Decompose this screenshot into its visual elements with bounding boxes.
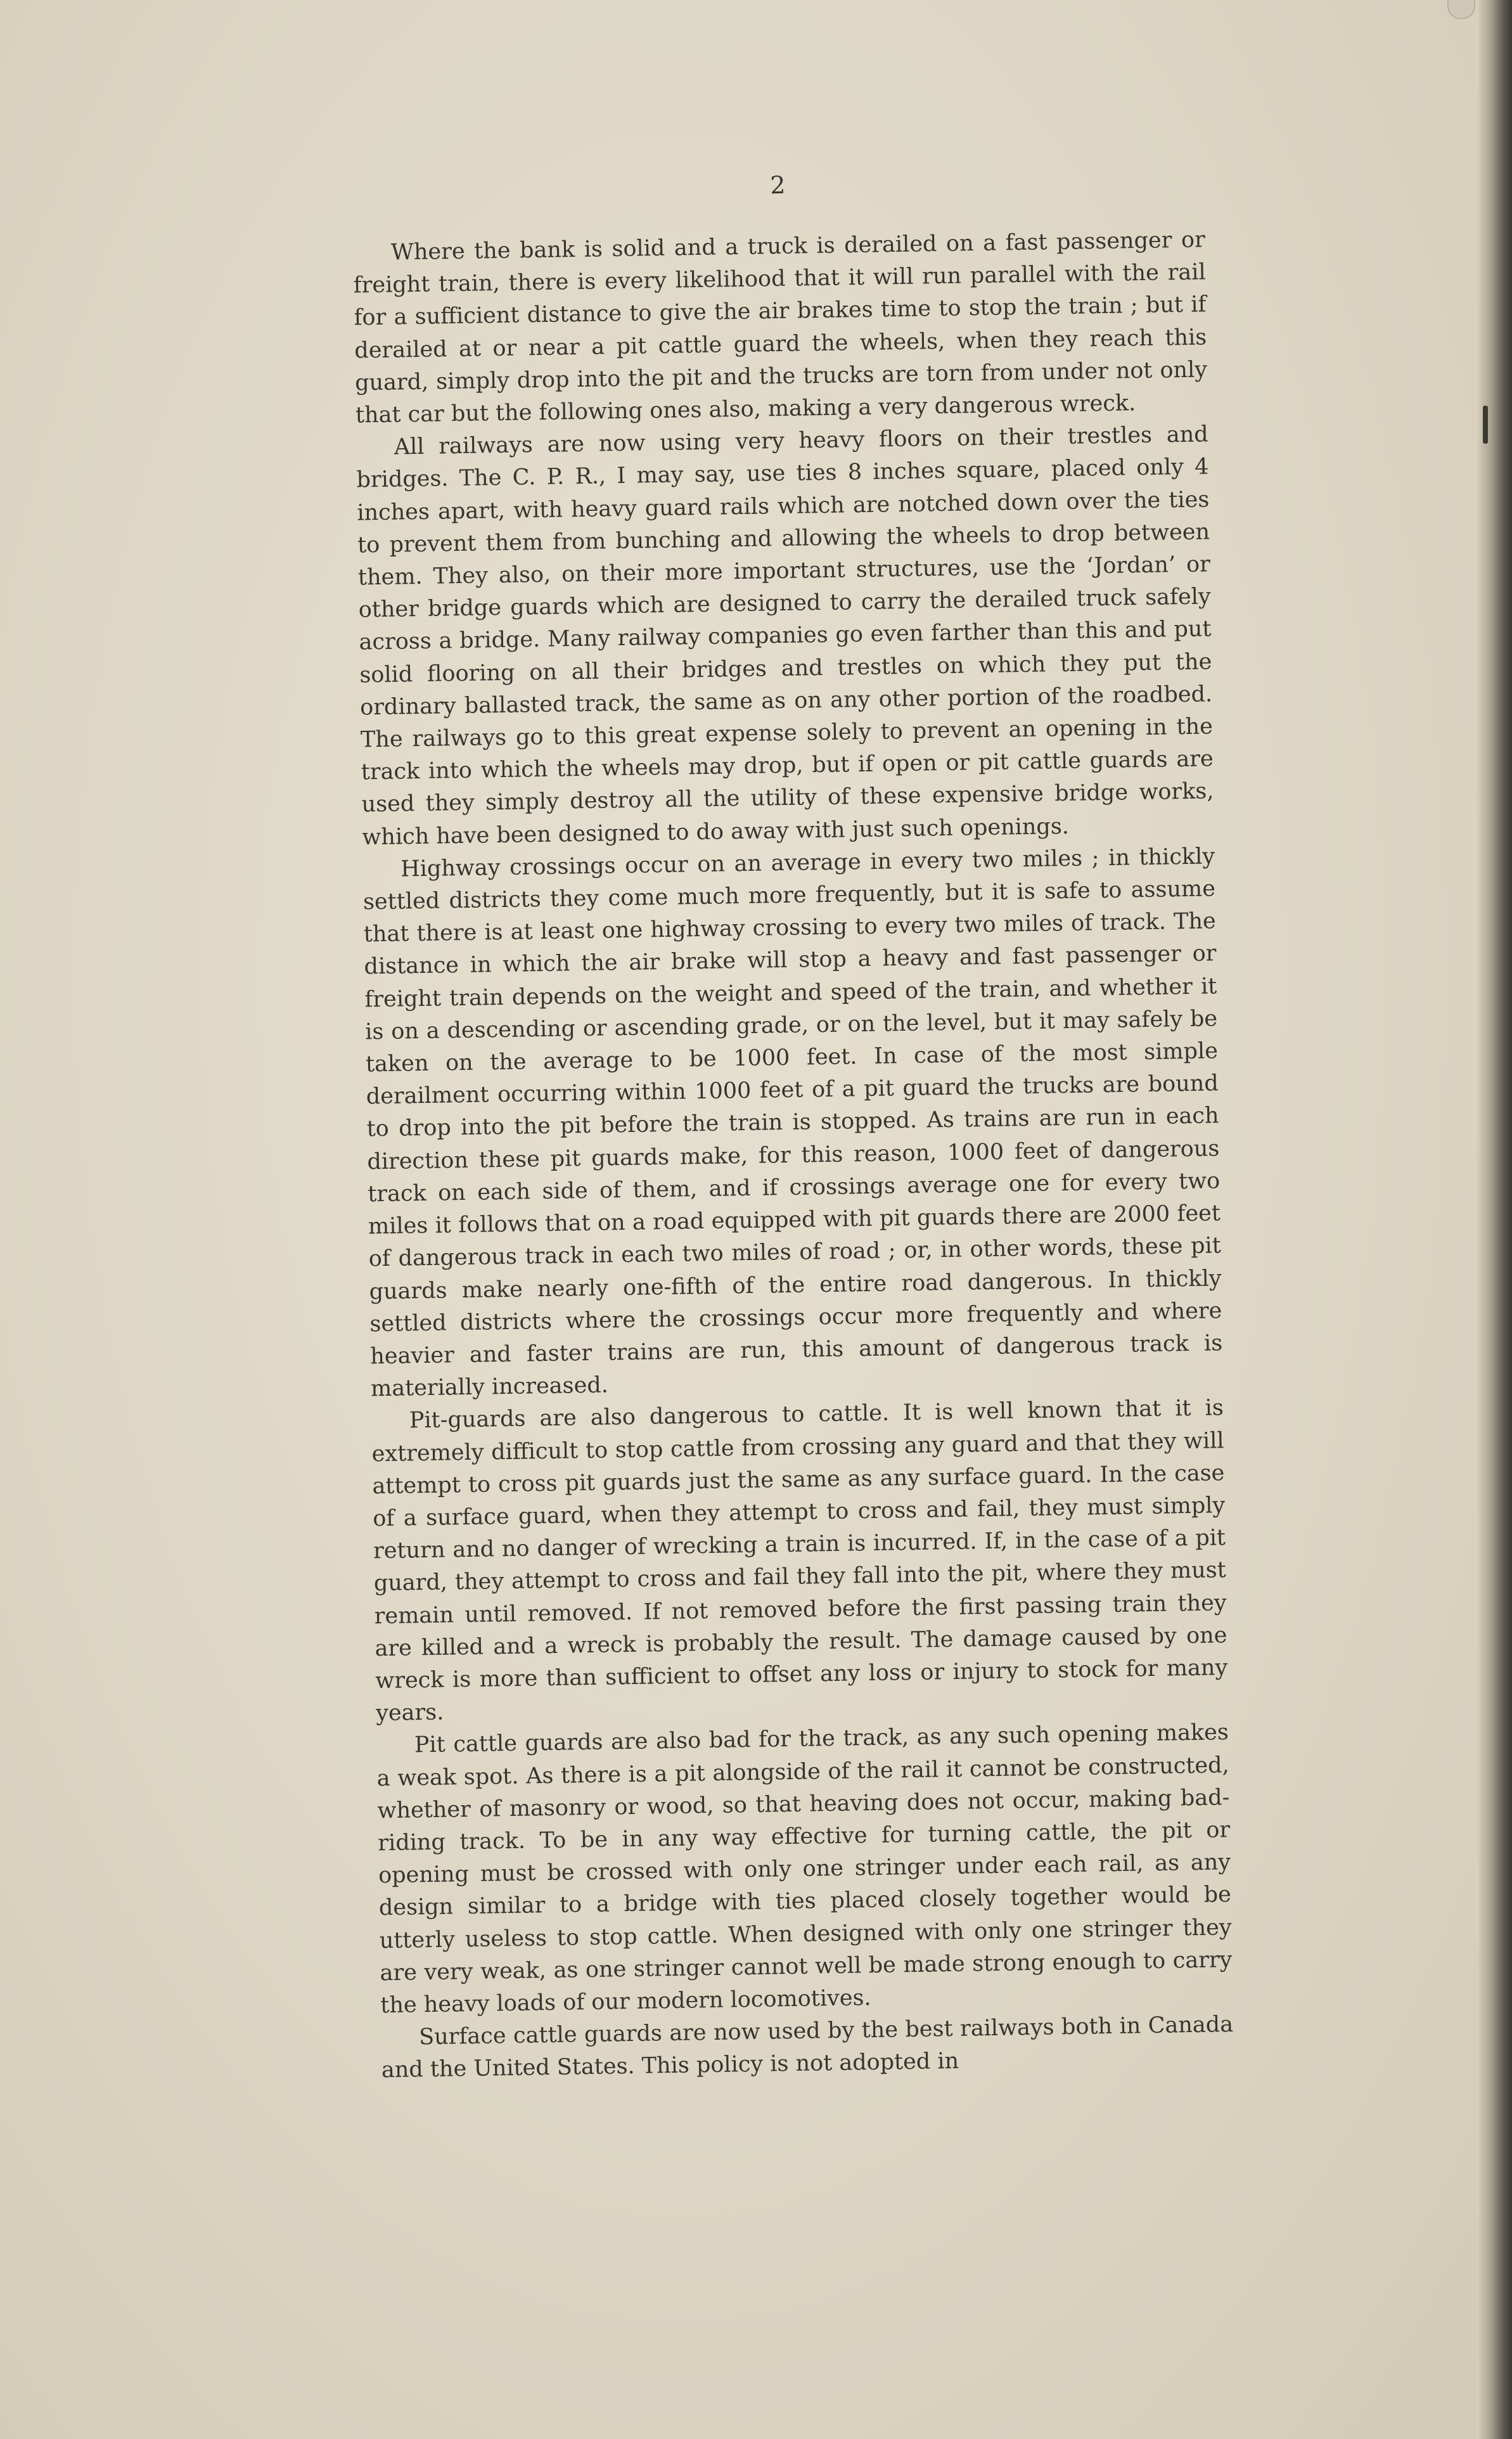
paragraph-derailment: Where the bank is solid and a truck is derailed on a fast passenger or freight train, there is every likelihood that it will run parallel with the rail for a sufficient distance to give the air brakes time to stop the train ; but if derailed at or near a pit cattle guard the wheels, when they reach this guard, simply drop into the pit and the trucks are torn from under not only that car but the following ones also, making a very dangerous wreck. (353, 227, 1208, 428)
paragraph-highway-crossings: Highway crossings occur on an average in every two miles ; in thickly settled districts they come much more frequently, but it is safe to assume that there is at least one highway crossing to every two miles of track. The distance in which the air brake will stop a heavy and fast passenger or freight train depends on the weight and speed of the train, and whether it is on a descending or ascending grade, or on the level, but it may safely be taken on the average to be 1000 feet. In case of the most simple derailment occurring within 1000 feet of a pit guard the trucks are bound to drop into the pit before the train is stopped. As trains are run in each direction these pit guards make, for this reason, 1000 feet of dangerous track on each side of them, and if crossings average one for every two miles it follows that on a road equipped with pit guards there are 2000 feet of dangerous track in each two miles of road ; or, in other words, these pit guards make nearly one-fifth of the entire road dangerous. In thickly settled districts where the crossings occur more frequently and where heavier and faster trains are run, this amount of dangerous track is materially increased. (362, 844, 1223, 1402)
page-number: 2 (769, 171, 786, 200)
paragraph-bridges: All railways are now using very heavy floors on their trestles and bridges. The C. P. R., I may say, use ties 8 inches square, placed only 4 inches apart, with heavy guard rails which are notched down over the ties to prevent them from bunching and allowing the wheels to drop between them. They also, on their more important structures, use the ‘Jordan’ or other bridge guards which are designed to carry the derailed truck safely across a bridge. Many railway companies go even farther than this and put solid flooring on all their bridges and trestles on which they put the ordinary ballasted track, the same as on any other portion of the roadbed. The railways go to this great expense solely to prevent an opening in the track into which the wheels may drop, but if open or pit cattle guards are used they simply destroy all the utility of these expensive bridge works, which have been designed to do away with just such openings. (356, 422, 1214, 851)
paragraph-cattle-danger: Pit-guards are also dangerous to cattle. It is well known that it is extremely difficult to stop cattle from crossing any guard and that they will attempt to cross pit guards just the same as any surface guard. In the case of a surface guard, when they attempt to cross and fail, they must simply return and no danger of wrecking a train is incurred. If, in the case of a pit guard, they attempt to cross and fail they fall into the pit, where they must remain until removed. If not removed before the first passing train they are killed and a wreck is probably the result. The damage caused by one wreck is more than sufficient to offset any loss or injury to stock for many years. (371, 1395, 1228, 1727)
binding-stitch-mark (1483, 406, 1488, 444)
paragraph-surface-guards: Surface cattle guards are now used by the best railways both in Canada and the United States. This policy is not adopted in (381, 2012, 1234, 2083)
paragraph-track-damage: Pit cattle guards are also bad for the track, as any such opening makes a weak spot. As there is a pit alongside of the rail it cannot be constructed, whether of masonry or wood, so that heaving does not occur, making bad-riding track. To be in any way effective for turning cattle, the pit or opening must be crossed with only one stringer under each rail, as any design similar to a bridge with ties placed closely together would be utterly useless to stop cattle. When designed with only one stringer they are very weak, as one stringer cannot well be made strong enough to carry the heavy loads of our modern locomotives. (376, 1720, 1233, 2019)
text-column (352, 164, 1234, 2087)
binding-edge (1477, 0, 1512, 2439)
